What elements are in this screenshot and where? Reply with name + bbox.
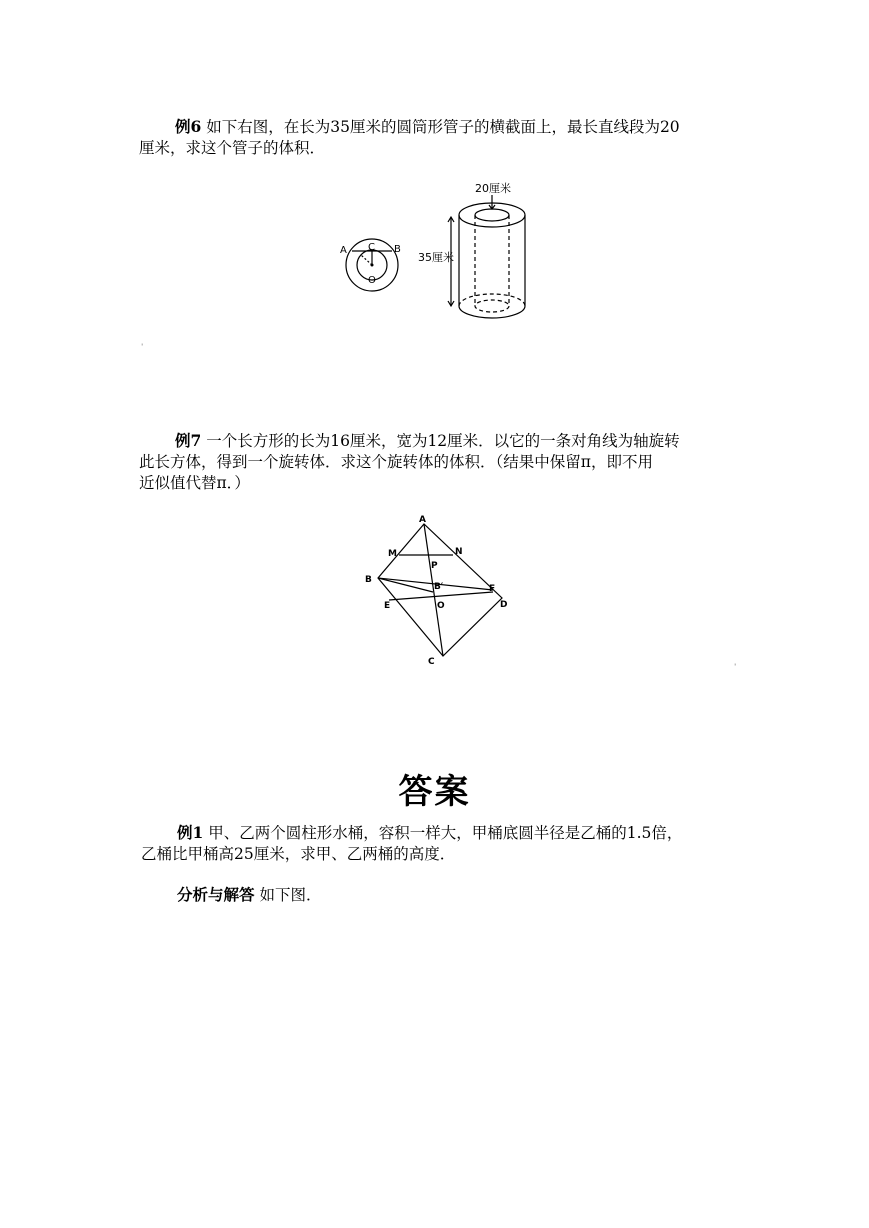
- answer-example1-text-line2: 乙桶比甲桶高25厘米，求甲、乙两桶的高度．: [141, 845, 456, 863]
- label-c: C: [368, 242, 375, 253]
- label-b-prime: B′: [434, 582, 444, 592]
- example6-text-line1: 如下右图，在长为35厘米的圆筒形管子的横截面上，最长直线段为20: [201, 118, 680, 136]
- segment-b-b: [378, 578, 433, 592]
- analysis-label: 分析与解答: [177, 885, 255, 904]
- answer-example1-text-line1: 甲、乙两个圆柱形水桶，容积一样大，甲桶底圆半径是乙桶的1.5倍，: [203, 824, 683, 842]
- label-a: A: [419, 515, 426, 525]
- example7-paragraph: [139, 430, 739, 494]
- label-b: B: [394, 244, 401, 255]
- example7-text-line1: 一个长方形的长为16厘米，宽为12厘米．以它的一条对角线为轴旋转: [201, 432, 680, 450]
- label-o: O: [437, 601, 445, 611]
- cylinder-bottom-inner: [475, 300, 509, 312]
- analysis-paragraph: [141, 884, 741, 906]
- cylinder-bottom-front: [459, 306, 525, 318]
- label-b: B: [365, 575, 372, 585]
- label-top-width: 20厘米: [475, 182, 511, 195]
- label-p: P: [431, 561, 438, 571]
- example7-text-line3: 近似值代替π．）: [139, 474, 250, 492]
- label-o: O: [368, 275, 376, 286]
- example7-label: 例7: [175, 431, 202, 450]
- example6-text-line2: 厘米，求这个管子的体积．: [139, 139, 326, 157]
- label-c: C: [428, 657, 435, 667]
- figure6-pipe-diagram: [330, 175, 550, 330]
- stray-mark-2: ˈ: [734, 663, 737, 672]
- label-e: E: [384, 601, 391, 611]
- stray-mark: ˈ: [141, 343, 144, 352]
- label-a: A: [340, 245, 347, 256]
- label-d: D: [500, 600, 508, 610]
- label-f: F: [489, 584, 496, 594]
- label-n: N: [455, 547, 463, 557]
- label-height: 35厘米: [418, 251, 454, 264]
- example7-text-line2: 此长方体，得到一个旋转体．求这个旋转体的体积．（结果中保留π，即不用: [139, 453, 653, 471]
- example6-label: 例6: [175, 117, 202, 136]
- answer-example1-label: 例1: [177, 823, 204, 842]
- answers-heading: 答案: [398, 772, 471, 812]
- answer-example1-paragraph: [141, 822, 741, 865]
- cylinder-top-inner: [475, 209, 509, 221]
- label-m: M: [388, 549, 397, 559]
- radius-oa: [361, 255, 372, 265]
- figure7-rotation-diagram: [355, 510, 525, 670]
- segment-e-f: [389, 592, 493, 600]
- example6-paragraph: [139, 116, 739, 159]
- analysis-text: 如下图．: [254, 886, 322, 904]
